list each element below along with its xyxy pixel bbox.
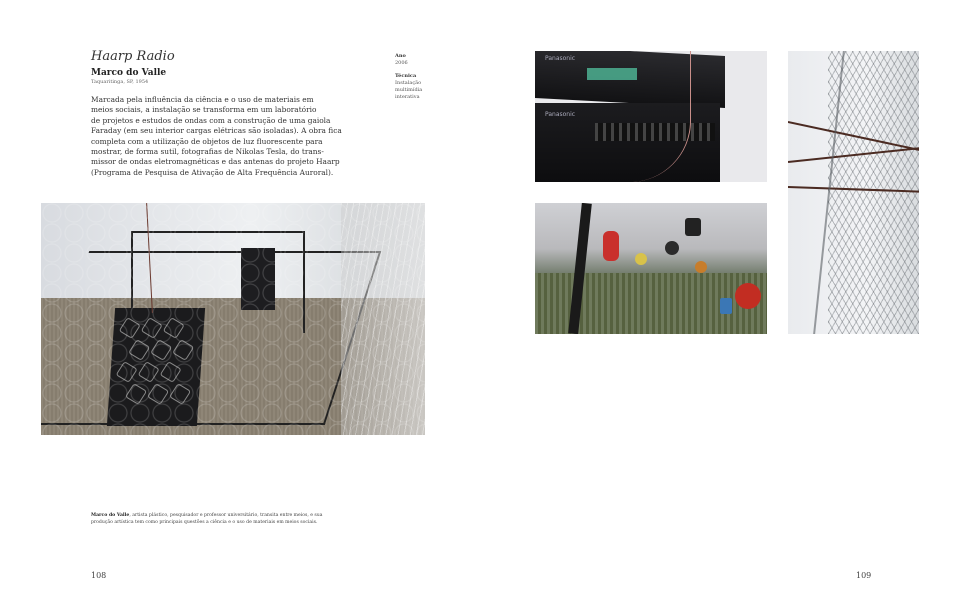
technique-line: Instalação: [395, 80, 422, 86]
page-number-left: 108: [91, 571, 107, 580]
description-line: Faraday (em seu interior cargas elétricas são isoladas). A obra fica: [91, 126, 342, 136]
technique-line: multimídia: [395, 87, 423, 93]
artist-bio: [91, 512, 341, 526]
work-title: Haarp Radio: [91, 49, 175, 64]
radio-photo: [535, 51, 767, 182]
description-line: meios sociais, a instalação se transforma em um laboratório: [91, 105, 317, 115]
artist-origin: Taquaritinga, SP, 1954: [91, 79, 149, 85]
technique-line: interativa: [395, 94, 420, 100]
technique-label: Técnica: [395, 73, 417, 79]
work-metadata: [395, 53, 455, 101]
artist-name: Marco do Valle: [91, 68, 167, 78]
description-line: missor de ondas eletromagnéticas e das antenas do projeto Haarp: [91, 157, 340, 167]
circuit-photo: [535, 203, 767, 334]
year-label: Ano: [395, 53, 406, 59]
faraday-cage-photo: [788, 51, 919, 334]
description-line: completa com a utilização de objetos de luz fluorescente para: [91, 136, 323, 146]
installation-photo: [41, 203, 425, 435]
amplifier-brand: Panasonic: [545, 111, 576, 118]
bio-name: Marco do Valle: [91, 513, 130, 518]
radio-brand: Panasonic: [545, 55, 576, 62]
page-number-right: 109: [856, 571, 872, 580]
description-line: de projetos e estudos de ondas com a construção de uma gaiola: [91, 115, 331, 125]
description-line: mostrar, de forma sutil, fotografias de Nikolas Tesla, do trans-: [91, 147, 324, 157]
year-value: 2006: [395, 60, 408, 66]
description-line: (Programa de Pesquisa de Ativação de Alta Frequência Auroral).: [91, 167, 334, 177]
work-description: [91, 95, 343, 178]
bio-text: , artista plástico, pesquisador e professor universitário, transita entre meios, e sua produção artística tem como principais questões a ciência e o uso de materiais em meios sociais.: [91, 513, 323, 525]
description-line: Marcada pela influência da ciência e o uso de materiais em: [91, 95, 314, 104]
